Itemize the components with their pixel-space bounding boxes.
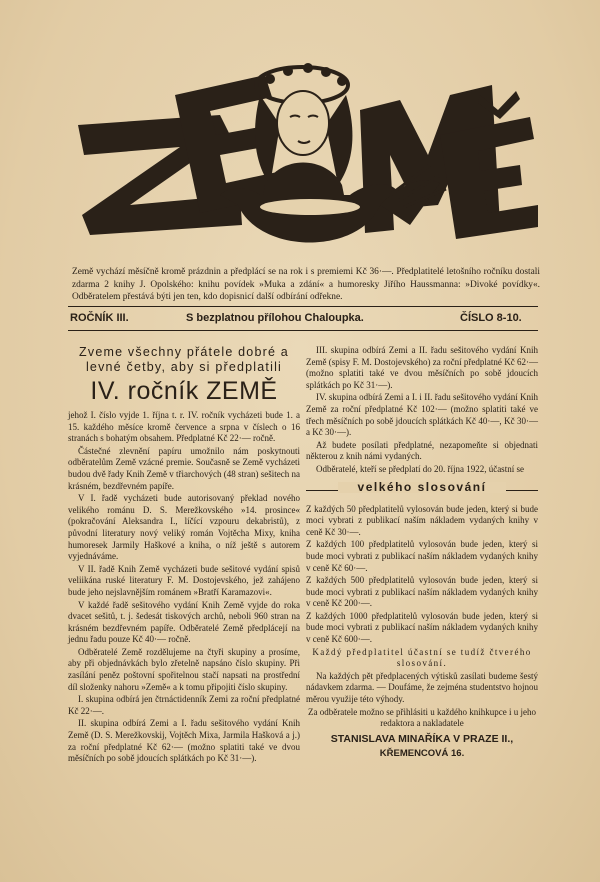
left-column <box>68 345 300 766</box>
paragraph: Odběratelé Země rozdělujeme na čtyři skupiny a prosíme, aby při objednávkách bylo zřetelně napsáno číslo skupiny. Při zasílání peněz poštovní spořitelnou stačí napsati na prostřední díl složenky nahoru »Země« a k tomu připojiti číslo skupiny. <box>68 646 300 692</box>
paragraph: I. skupina odbírá jen čtrnáctidenník Zemi za roční předplatné Kč 22·—. <box>68 694 300 716</box>
paragraph: II. skupina odbírá Zemi a I. řadu sešitového vydání Knih Země (D. S. Merežkovskij, Vojtěch Mixa, Jarmila Hašková a j.) za roční předplatné Kč 62·— (možno splatiti také ve dvou měsíčních po sobě jdoucích splátkách po Kč 31·—). <box>68 718 300 764</box>
publisher-name: STANISLAVA MINAŘÍKA V PRAZE II., <box>330 732 514 745</box>
paragraph: jehož I. číslo vyjde 1. října t. r. IV. ročník vycházeti bude 1. a 15. každého měsíce kromě července a srpna v číslech o 16 stranách s bohatým obsahem. Předplatné Kč 22·— ročně. <box>68 410 300 444</box>
paragraph: IV. skupina odbírá Zemi a I. i II. řadu sešitového vydání Knih Země za roční předplatné Kč 102·— (možno splatiti také ve třech měsíčních po sobě jdoucích splátkách Kč 40·—, Kč 30·— a Kč 30·—). <box>306 392 538 438</box>
face <box>277 91 329 155</box>
issue-number: ČÍSLO 8-10. <box>460 312 522 324</box>
right-column <box>306 345 538 760</box>
volume-label: ROČNÍK III. <box>70 312 129 324</box>
paragraph: III. skupina odbírá Zemi a II. řadu sešitového vydání Knih Země (spisy F. M. Dostojevského) za roční předplatné Kč 62·— (možno splatiti také ve dvou měsíčních po sobě jdoucích splátkách po Kč 31·—). <box>306 345 538 390</box>
supplement-label: S bezplatnou přílohou Chaloupka. <box>186 312 364 324</box>
lottery-banner <box>306 479 538 500</box>
lottery-item: Z každých 100 předplatitelů vylosován bude jeden, který si bude moci vybrati z publikací naším nákladem vydaných knihy v ceně Kč 60·—. <box>306 539 538 573</box>
paragraph: V II. řadě Knih Země vycházeti bude sešitové vydání spisů veliikána ruské literatury F. M. Dostojevského, jež zahájeno bude jeho nejslavnějším románem »Bratří Karamazovi«. <box>68 563 300 597</box>
paragraph: V každé řadě sešitového vydání Knih Země vyjde do roka dvacet sešitů, t. j. šedesát tiskových archů, neboli 960 stran na krásném bezdřevném papíře. Odběratelé Země předplácejí na jednu řadu pouze Kč 40·— ročně. <box>68 599 300 645</box>
paragraph: Odběratelé, kteří se předplatí do 20. října 1922, účastní se <box>316 463 524 474</box>
bottom-rule <box>68 330 538 331</box>
lottery-item: Z každých 500 předplatitelů vylosován bude jeden, který si bude moci vybrati z publikací naším nákladem vydaných knihy v ceně Kč 200·—. <box>306 575 538 609</box>
issue-info-bar <box>68 310 538 326</box>
lottery-banner-title: velkého slosování <box>338 482 506 494</box>
lottery-item: Z každých 50 předplatitelů vylosován bude jeden, který si bude moci vybrati z publikací naším nákladem vydaných knihy v ceně Kč 30·—. <box>306 503 538 537</box>
paragraph: Každý předplatitel účastní se tudíž čtverého slosování. <box>312 646 532 669</box>
lead-text: Zveme všechny přátele dobré a levné četby, aby si předplatili <box>79 345 289 374</box>
headline: IV. ročník ZEMĚ <box>90 377 278 405</box>
paragraph: V I. řadě vycházeti bude autorisovaný překlad nového velikého románu D. S. Merežkovského »14. prosince« (pokračování Aleksandra I., líčící vzpouru dekabristů), z původní literatury nový veliký román Vojtěcha Mixy, kniha humoresek Jarmily Haškové a kniha, o níž ještě s autorem vyjednáváme. <box>68 493 300 562</box>
paragraph: Za odběratele možno se přihlásiti u každého knihkupce i u jeho redaktora a nakladatele <box>308 706 536 729</box>
paragraph: Až budete posílati předplatné, nezapomeňte si objednati některou z knih námi vydaných. <box>306 439 538 462</box>
paragraph: Na každých pět předplacených výtisků zasílati budeme šestý nádavkem zdarma. — Doufáme, že zejména studentstvo hojnou měrou využije této výhody. <box>306 670 538 705</box>
publisher-address: KŘEMENCOVÁ 16. <box>379 748 465 760</box>
lottery-item: Z každých 1000 předplatitelů vylosován bude jeden, který si bude moci vybrati z publikací naším nákladem vydaných knihy v ceně Kč 600·—. <box>306 610 538 645</box>
paragraph: Částečné zlevnění papíru umožnilo nám poskytnouti odběratelům Země vzácné premie. Současně se Země vycházeti budou dvě řady Knih Země v třiarchových (48 stran) sešitech na krásném, bezdřevném papíře. <box>68 445 300 491</box>
subscription-notice: Země vychází měsíčně kromě prázdnin a předplácí se na rok i s premiemi Kč 36·—. Předplatitelé letošního ročníku dostali zdarma 2 knihy J. Opolského: knihu povídek »Muka a zdání« a humoresky Jiřího Haussmanna: »Divoké povídky«. Odběratelem přestává býti jen ten, kdo dopisnicí další odbírání odřekne. <box>72 267 540 302</box>
masthead <box>60 55 540 255</box>
top-rule <box>68 306 538 307</box>
